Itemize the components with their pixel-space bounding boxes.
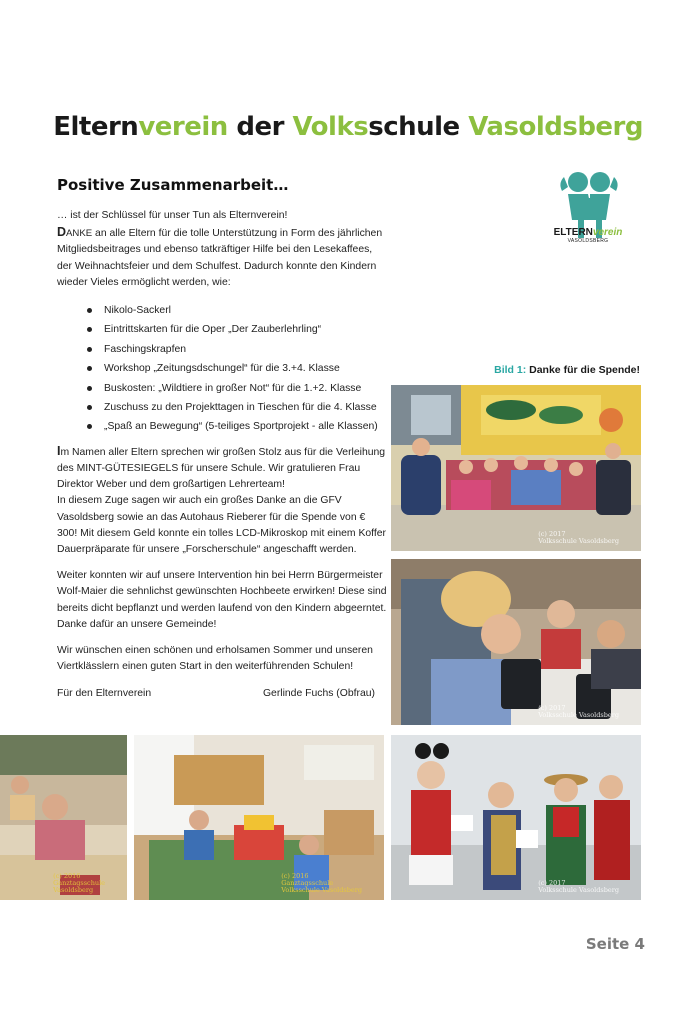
mint-paragraph [57,443,387,494]
summer-paragraph: Wir wünschen einen schönen und erholsamen Sommer und unseren Viertklässlern einen guten Start in den weiterführenden Schulen! [57,645,373,673]
signature-person: Gerlinde Fuchs (Obfrau) [262,687,375,699]
list-item: „Spaß an Bewegung“ (5-teiliges Sportprojekt - alle Klassen) [87,417,387,436]
title-verein: verein [138,112,228,142]
title-schule: schule [368,112,469,142]
dropcap-d: D [57,225,67,240]
list-item: Faschingskrapfen [87,340,387,359]
photo-watermark: (c) 2016 Ganztagsschule Vasoldsberg [53,872,105,894]
logo-place: VASOLDSBERG [567,238,609,244]
caption-text: Danke für die Spende! [526,364,640,376]
logo-word-verein: verein [592,227,623,238]
funded-items-list [87,301,387,437]
title-eltern: Eltern [53,112,139,142]
dropcap-i: I [57,443,61,458]
list-item: Nikolo-Sackerl [87,301,387,320]
photo-caption [390,364,640,376]
mint-text: m Namen aller Eltern sprechen wir großen Stolz aus für die Verleihung des MINT-GÜTESIEGELS für unsere Schule. Wir gratulieren Frau Direktor Weber und dem großartigen Lehrerteam! [57,446,386,491]
caption-label: Bild 1: [494,364,527,376]
logo-wordmark [552,228,624,245]
photo-microscope [391,559,641,725]
photo-watermark: (c) 2017 Volksschule Vasoldsberg [538,879,619,894]
intro-text: … ist der Schlüssel für unser Tun als Elternverein! [57,210,288,221]
photo-theater-costumes [391,735,641,900]
thanks-paragraph [57,224,387,291]
photo-watermark: (c) 2017 Volksschule Vasoldsberg [538,530,619,545]
photo-playroom [134,735,384,900]
page-title [0,112,643,142]
title-volks: Volks [292,112,369,142]
donation-paragraph: In diesem Zuge sagen wir auch ein großes Danke an die GFV Vasoldsberg sowie an das Autohaus Rieberer für die Spende von € 300! Mit diesem Geld konnte ein tolles LCD-Mikroskop mit einem Koffer Dauerpräparate für unsere „Forscherschule“ angeschafft werden. [57,495,386,556]
photo-watermark: (c) 2016 Ganztagsschule Volksschule Vasoldsberg [281,872,362,894]
list-item: Buskosten: „Wildtiere in großer Not“ für die 1.+2. Klasse [87,379,387,398]
raised-beds-paragraph: Weiter konnten wir auf unsere Intervention hin bei Herrn Bürgermeister Wolf-Maier die sehnlichst gewünschten Hochbeete erwirken! Diese sind bereits dicht bepflanzt und werden laufend von den Kindern abgeerntet. Danke dafür an unsere Gemeinde! [57,570,387,630]
title-vasoldsberg: Vasoldsberg [468,112,643,142]
thanks-word: ANKE [66,228,93,240]
thanks-text: an alle Eltern für die tolle Unterstützung in Form des jährlichen Mitgliedsbeitrages und ebenso tatkräftiger Hilfe bei den Lesekaffees, der Weihnachtsfeier und dem Schulfest. Dadurch konnte den Kindern wieder Vieles ermöglicht werden, wie: [57,228,383,288]
signature-org: Für den Elternverein [57,687,152,699]
photo-group-donation [391,385,641,551]
list-item: Zuschuss zu den Projekttagen in Tieschen für die 4. Klasse [87,398,387,417]
list-item: Workshop „Zeitungsdschungel“ für die 3.+4. Klasse [87,359,387,378]
photo-watermark: (c) 2017 Volksschule Vasoldsberg [538,704,619,719]
signature-line [57,686,375,702]
list-item: Eintrittskarten für die Oper „Der Zauberlehrling“ [87,320,387,339]
article-body [57,208,387,702]
page-number: Seite 4 [585,935,645,953]
section-heading: Positive Zusammenarbeit… [57,176,289,194]
photo-classroom [0,735,127,900]
title-der: der [227,112,293,142]
logo-word-eltern: ELTERN [553,227,593,238]
